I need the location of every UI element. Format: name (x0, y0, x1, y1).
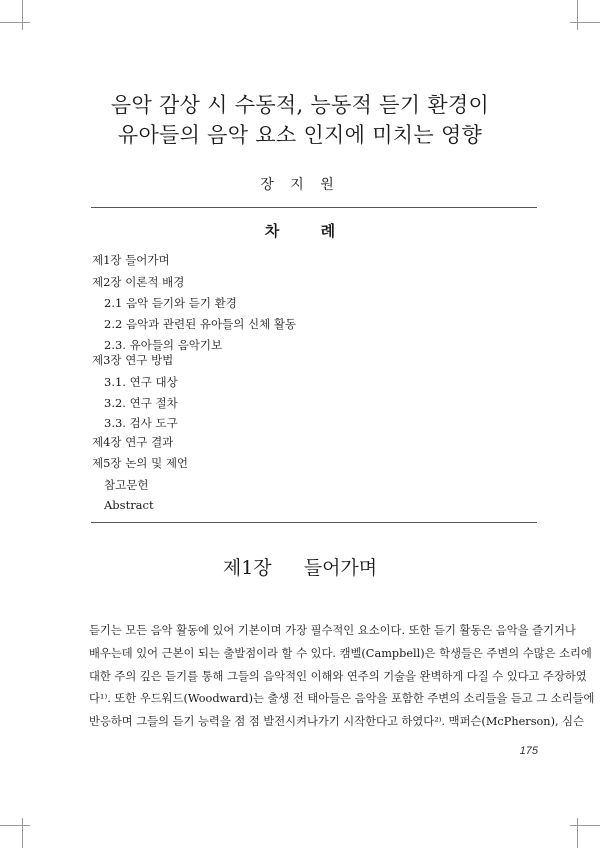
crop-mark (22, 818, 23, 848)
crop-mark (570, 825, 600, 826)
crop-mark (570, 22, 600, 23)
toc-item[interactable]: 3.3. 검사 도구 (104, 416, 178, 430)
toc-heading: 차 례 (264, 222, 354, 240)
chapter-title: 제1장 들어가며 (222, 557, 378, 579)
toc-item[interactable]: Abstract (104, 498, 154, 512)
toc-item[interactable]: 제3장 연구 방법 (92, 353, 174, 367)
toc-item[interactable]: 제4장 연구 결과 (92, 435, 174, 449)
paper-title-line-1: 음악 감상 시 수동적, 능동적 듣기 환경이 (110, 93, 490, 117)
toc-item[interactable]: 2.1 음악 듣기와 듣기 환경 (104, 296, 237, 310)
toc-item[interactable]: 3.2. 연구 절차 (104, 396, 178, 410)
crop-mark (0, 22, 30, 23)
toc-item[interactable]: 3.1. 연구 대상 (104, 375, 178, 389)
body-line: 배우는데 있어 근본이 되는 출발점이라 할 수 있다. 캠벨(Campbell)은 학생들은 주변의 수많은 소리에 (89, 646, 592, 660)
crop-mark (0, 825, 30, 826)
body-line: 듣기는 모든 음악 활동에 있어 기본이며 가장 필수적인 요소이다. 또한 듣기 활동은 음악을 즐기거나 (89, 624, 576, 637)
crop-mark (22, 0, 23, 30)
paper-title-line-2: 유아들의 음악 요소 인지에 미치는 영향 (117, 123, 483, 147)
body-line: 반응하며 그들의 듣기 능력을 점 점 발전시켜나가기 시작한다고 하였다²⁾. 맥퍼슨(McPherson), 심슨 (89, 715, 584, 729)
author-name: 장 지 원 (260, 177, 340, 193)
body-line: 다¹⁾. 또한 우드워드(Woodward)는 출생 전 태아들은 음악을 포함한 주변의 소리들을 듣고 그 소리들에 (89, 692, 595, 706)
page-number: 175 (519, 745, 538, 757)
toc-bottom-rule (91, 522, 537, 523)
toc-top-rule (91, 207, 537, 208)
toc-item[interactable]: 참고문헌 (104, 478, 149, 492)
crop-mark (577, 818, 578, 848)
crop-mark (577, 0, 578, 30)
body-line: 대한 주의 깊은 듣기를 통해 그들의 음악적인 이해와 연주의 기술을 완벽하게 다질 수 있다고 주장하였 (89, 669, 587, 683)
toc-item[interactable]: 제5장 논의 및 제언 (92, 456, 189, 470)
toc-item[interactable]: 제1장 들어가며 (92, 253, 170, 267)
toc-item[interactable]: 2.2 음악과 관련된 유아들의 신체 활동 (104, 317, 297, 331)
toc-item[interactable]: 제2장 이론적 배경 (92, 275, 185, 289)
toc-item[interactable]: 2.3. 유아들의 음악기보 (104, 338, 223, 352)
body-paragraph (89, 620, 595, 734)
